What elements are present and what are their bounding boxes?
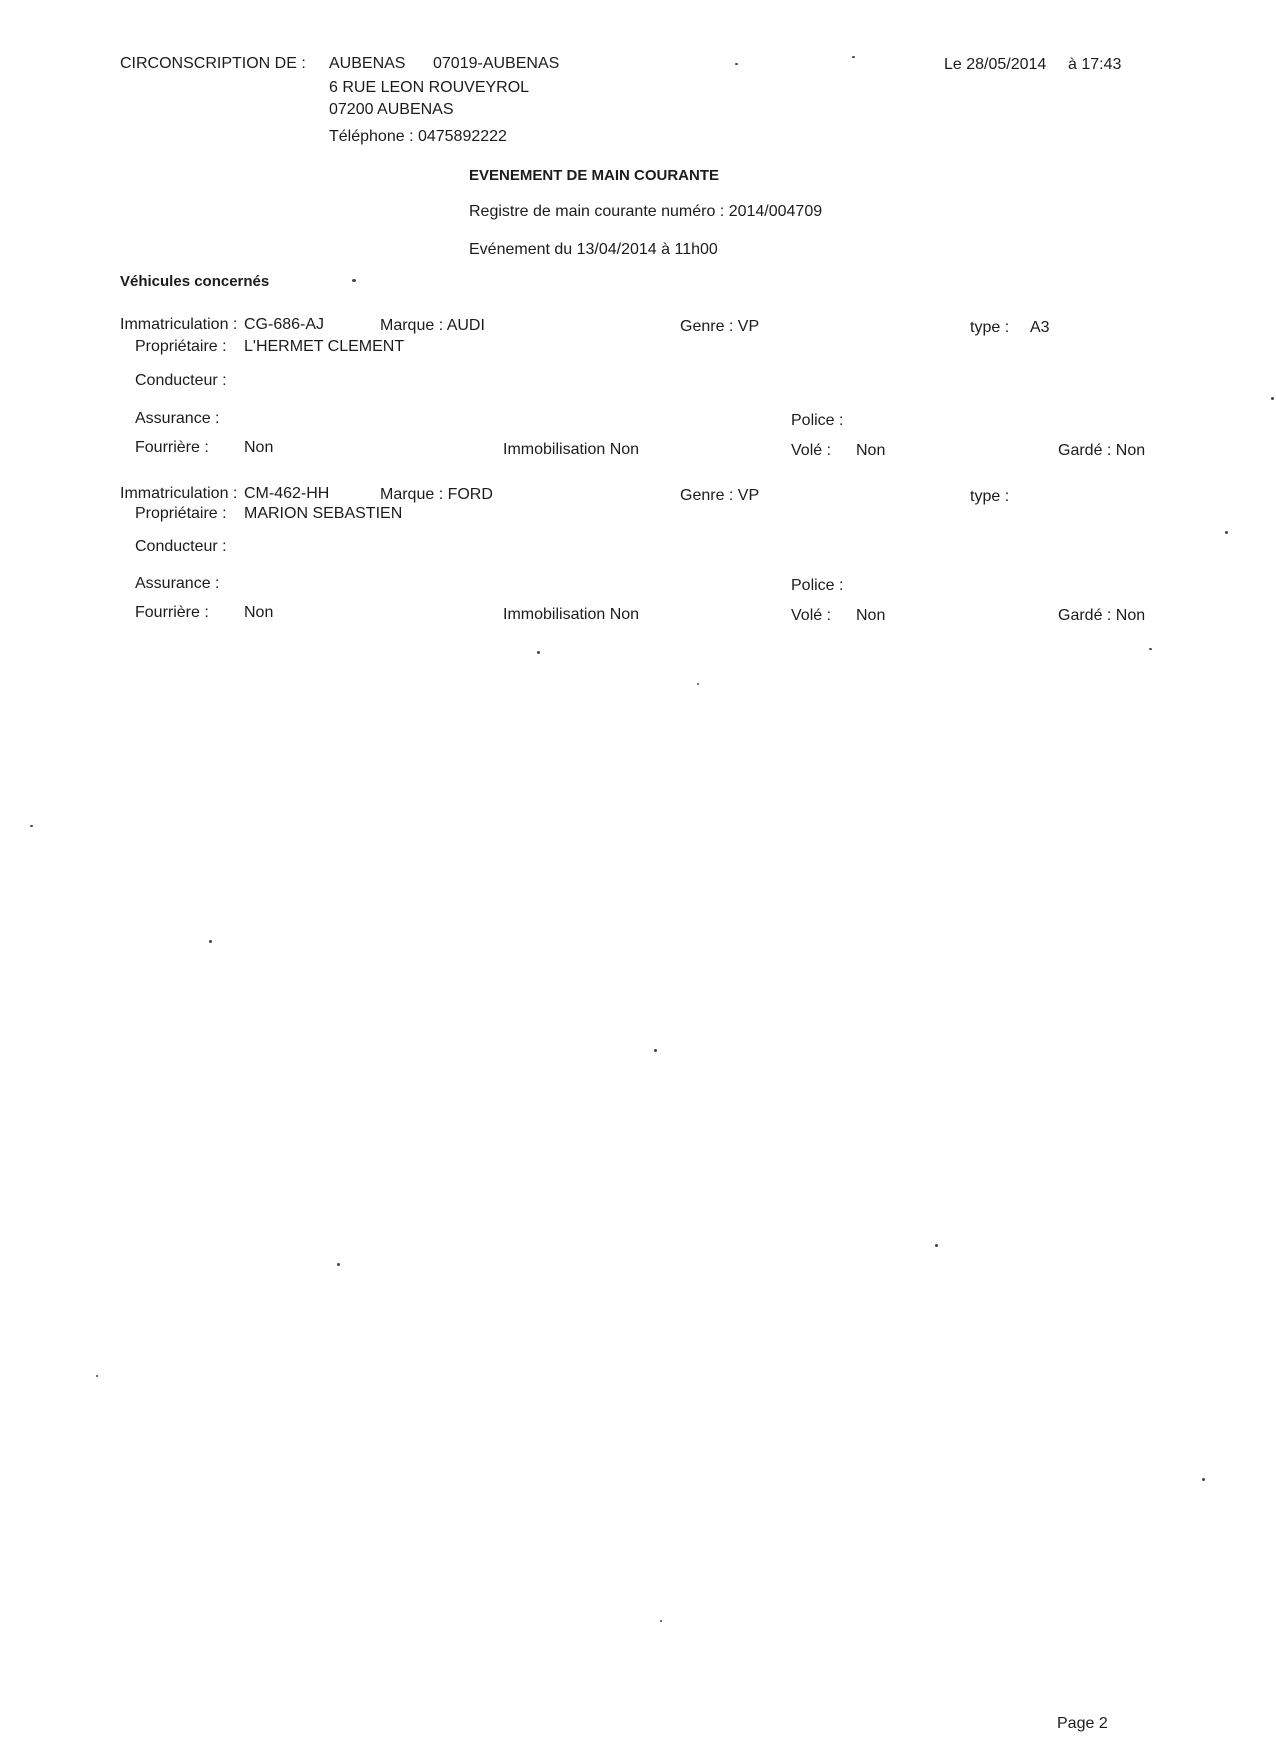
genre: Genre : VP [680,318,760,335]
immat-label: Immatriculation : [120,485,238,502]
assurance-label: Assurance : [135,575,220,592]
telephone: Téléphone : 0475892222 [329,128,507,145]
marque: Marque : FORD [380,486,493,503]
immobilisation: Immobilisation Non [503,441,640,458]
event-title: EVENEMENT DE MAIN COURANTE [469,167,720,184]
address-line-1: 6 RUE LEON ROUVEYROL [329,79,530,96]
police-label: Police : [791,577,844,594]
garde: Gardé : Non [1058,607,1146,624]
circonscription-code: 07019-AUBENAS [433,55,560,72]
conducteur-label: Conducteur : [135,538,227,555]
event-registre: Registre de main courante numéro : 2014/004709 [469,203,823,220]
fourriere-label: Fourrière : [135,439,209,456]
proprietaire-label: Propriétaire : [135,505,227,522]
vole-label: Volé : [791,607,832,624]
marque: Marque : AUDI [380,317,485,334]
vole-value: Non [856,607,886,624]
genre: Genre : VP [680,487,760,504]
page-number: Page 2 [1057,1715,1108,1732]
assurance-label: Assurance : [135,410,220,427]
document-time: à 17:43 [1068,56,1122,73]
type-label: type : [970,488,1010,505]
immobilisation: Immobilisation Non [503,606,640,623]
conducteur-label: Conducteur : [135,372,227,389]
vole-value: Non [856,442,886,459]
circonscription-label: CIRCONSCRIPTION DE : [120,55,306,72]
immat-value: CG-686-AJ [244,316,325,333]
section-title: Véhicules concernés [120,273,270,290]
immat-value: CM-462-HH [244,485,330,502]
fourriere-label: Fourrière : [135,604,209,621]
document-date: Le 28/05/2014 [944,56,1047,73]
circonscription-city: AUBENAS [329,55,406,72]
proprietaire-label: Propriétaire : [135,338,227,355]
fourriere-value: Non [244,439,274,456]
vole-label: Volé : [791,442,832,459]
proprietaire-value: L'HERMET CLEMENT [244,338,405,355]
garde: Gardé : Non [1058,442,1146,459]
type-value: A3 [1030,319,1050,336]
event-date: Evénement du 13/04/2014 à 11h00 [469,241,718,258]
proprietaire-value: MARION SEBASTIEN [244,505,403,522]
fourriere-value: Non [244,604,274,621]
immat-label: Immatriculation : [120,316,238,333]
type-label: type : [970,319,1010,336]
police-label: Police : [791,412,844,429]
address-line-2: 07200 AUBENAS [329,101,454,118]
